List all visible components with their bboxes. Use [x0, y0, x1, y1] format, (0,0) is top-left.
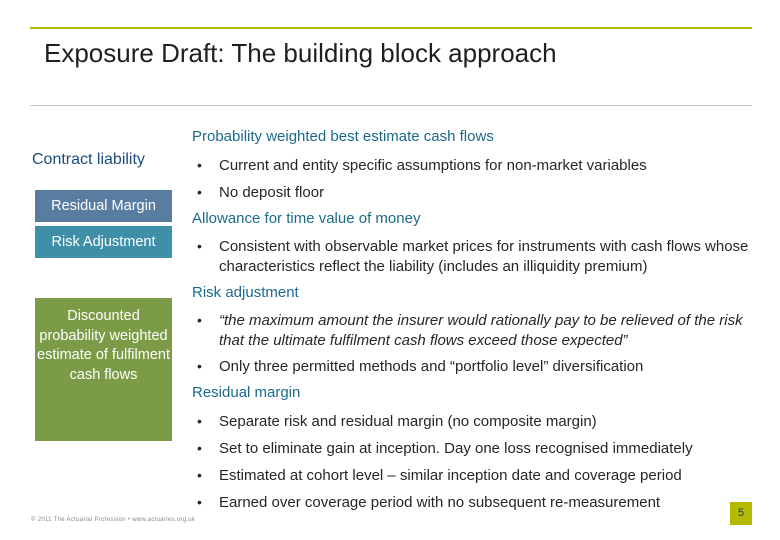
bullet-icon: •	[197, 413, 202, 429]
risk-adjustment-block: Risk Adjustment	[35, 226, 172, 258]
title-divider	[30, 105, 752, 106]
top-accent-rule	[30, 27, 752, 29]
bullet-icon: •	[197, 238, 202, 254]
bullet-icon: •	[197, 312, 202, 328]
bullet-icon: •	[197, 184, 202, 200]
bullet-icon: •	[197, 467, 202, 483]
section-heading-risk-adjustment: Risk adjustment	[192, 284, 299, 301]
residual-margin-block: Residual Margin	[35, 190, 172, 222]
footer-copyright: © 2011 The Actuarial Profession • www.actuaries.org.uk	[31, 517, 196, 523]
section-heading-best-estimate: Probability weighted best estimate cash flows	[192, 128, 494, 145]
discounted-cash-flows-block	[35, 298, 172, 441]
bullet-icon: •	[197, 440, 202, 456]
page-number: 5	[730, 502, 752, 525]
page-title: Exposure Draft: The building block approach	[44, 38, 557, 68]
discounted-cash-flows-label: Discounted probability weighted estimate of fulfilment cash flows	[37, 308, 170, 383]
bullet-icon: •	[197, 157, 202, 173]
section-heading-residual-margin: Residual margin	[192, 384, 301, 401]
bullet-icon: •	[197, 358, 202, 374]
bullet-icon: •	[197, 494, 202, 510]
section-heading-time-value: Allowance for time value of money	[192, 210, 421, 227]
contract-liability-label: Contract liability	[32, 151, 145, 168]
